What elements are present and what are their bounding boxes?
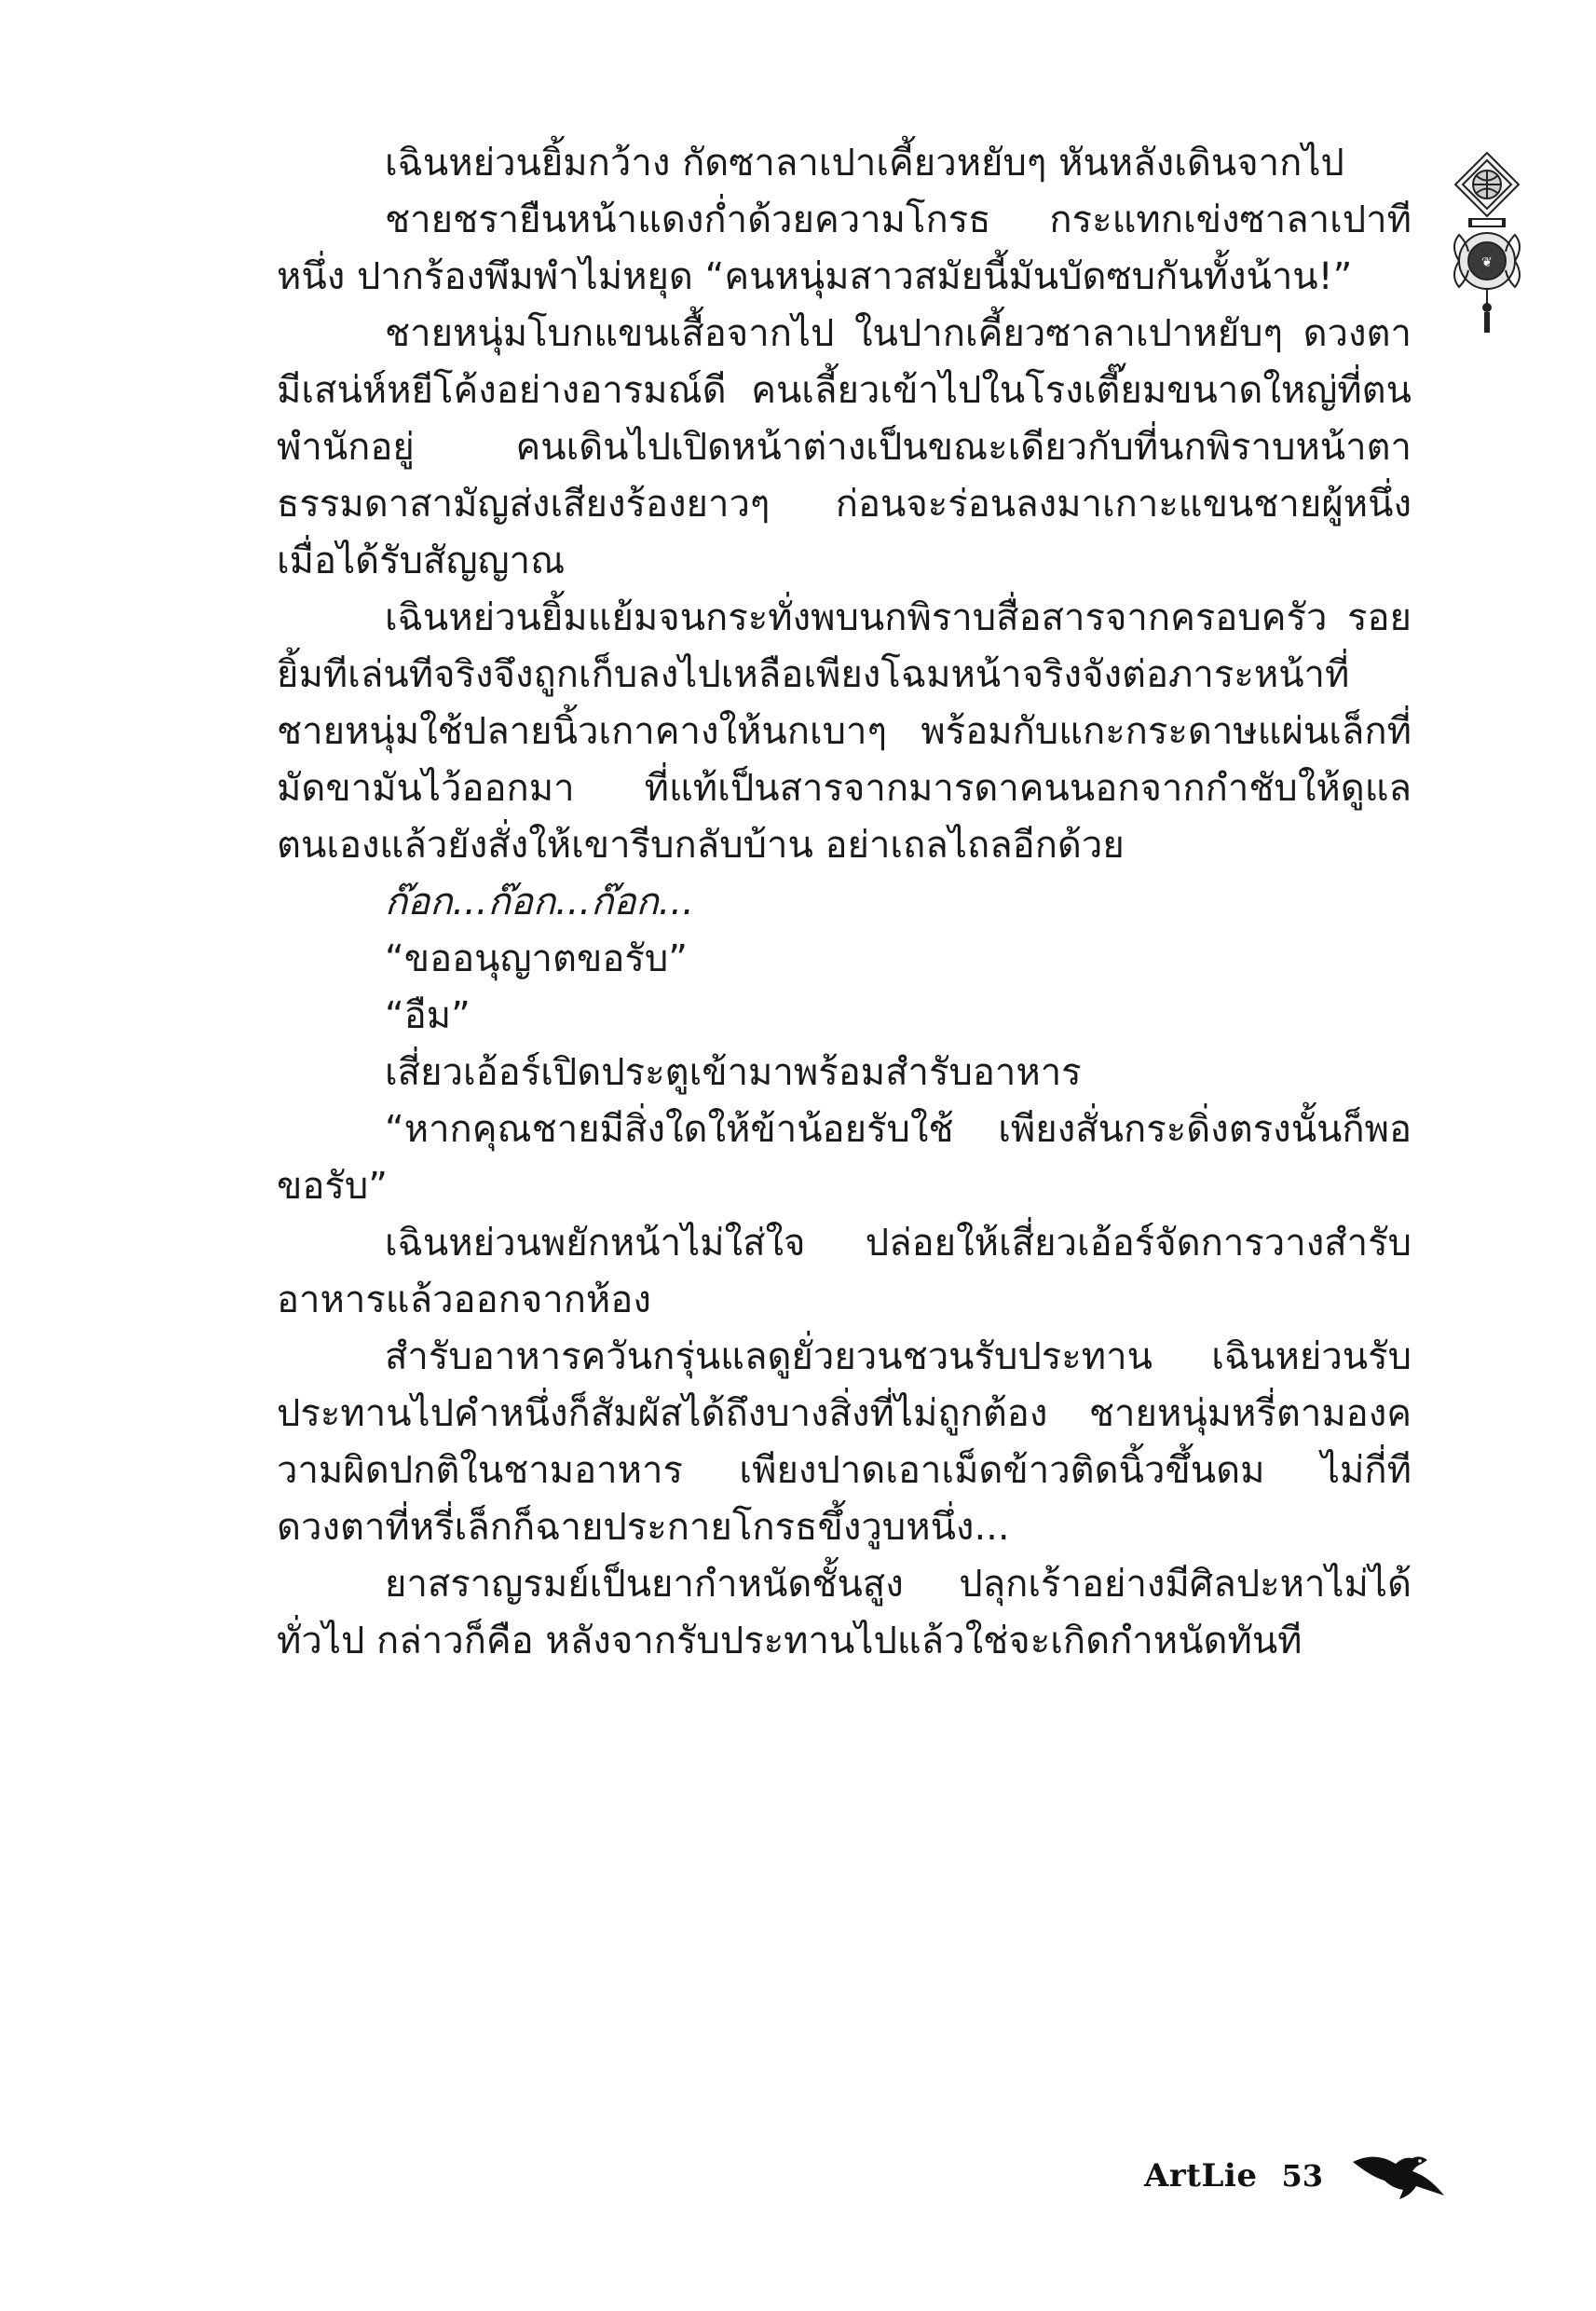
paragraph: เฉินหย่วนยิ้มแย้มจนกระทั่งพบนกพิราบสื่อสารจากครอบครัว รอยยิ้มทีเล่นทีจริงจึงถูกเก็บลงไปเหลือเพียงโฉมหน้าจริงจังต่อภาระหน้าที่ ชายหนุ่มใช้ปลายนิ้วเกาคางให้นกเบาๆ พร้อมกับแกะกระดาษแผ่นเล็กที่มัดขามันไว้ออกมา ที่แท้เป็นสารจากมารดาคนนอกจากกำชับให้ดูแลตนเองแล้วยังสั่งให้เขารีบกลับบ้าน อย่าเถลไถลอีกด้วย bbox=[277, 596, 1412, 867]
paragraph: ยาสราญรมย์เป็นยากำหนัดชั้นสูง ปลุกเร้าอย่างมีศิลปะหาไม่ได้ทั่วไป กล่าวก็คือ หลังจากรับประทานไปแล้วใช่จะเกิดกำหนัดทันที bbox=[277, 1563, 1412, 1662]
eagle-icon bbox=[1347, 2143, 1450, 2208]
paragraph: ชายหนุ่มโบกแขนเสื้อจากไป ในปากเคี้ยวซาลาเปาหยับๆ ดวงตามีเสน่ห์หยีโค้งอย่างอารมณ์ดี คนเลี้ยวเข้าไปในโรงเตี๊ยมขนาดใหญ่ที่ตนพำนักอยู่ คนเดินไปเปิดหน้าต่างเป็นขณะเดียวกับที่นกพิราบหน้าตาธรรมดาสามัญส่งเสียงร้องยาวๆ ก่อนจะร่อนลงมาเกาะแขนชายผู้หนึ่งเมื่อได้รับสัญญาณ bbox=[277, 312, 1412, 582]
paragraph: “หากคุณชายมีสิ่งใดให้ข้าน้อยรับใช้ เพียงสั่นกระดิ่งตรงนั้นก็พอขอรับ” bbox=[277, 1108, 1412, 1208]
paragraph: เฉินหย่วนพยักหน้าไม่ใส่ใจ ปล่อยให้เสี่ยวเอ้อร์จัดการวางสำรับอาหารแล้วออกจากห้อง bbox=[277, 1222, 1412, 1321]
publisher-brand: ArtLie bbox=[1144, 2157, 1258, 2195]
paragraph: ชายชรายืนหน้าแดงก่ำด้วยความโกรธ กระแทกเข่งซาลาเปาทีหนึ่ง ปากร้องพึมพำไม่หยุด “คนหนุ่มสาวสมัยนี้มันบัดซบกันทั้งน้าน!” bbox=[277, 198, 1412, 298]
paragraph: สำรับอาหารควันกรุ่นแลดูยั่วยวนชวนรับประทาน เฉินหย่วนรับประทานไปคำหนึ่งก็สัมผัสได้ถึงบางสิ่งที่ไม่ถูกต้อง ชายหนุ่มหรี่ตามองความผิดปกติในชามอาหาร เพียงปาดเอาเม็ดข้าวติดนิ้วขึ้นดม ไม่กี่ทีดวงตาที่หรี่เล็กก็ฉายประกายโกรธขึ้งวูบหนึ่ง... bbox=[277, 1335, 1412, 1549]
svg-text:❦: ❦ bbox=[1481, 255, 1493, 270]
page-number: 53 bbox=[1281, 2158, 1323, 2194]
paragraph: เสี่ยวเอ้อร์เปิดประตูเข้ามาพร้อมสำรับอาหาร bbox=[385, 1051, 1082, 1094]
paragraph: เฉินหย่วนยิ้มกว้าง กัดซาลาเปาเคี้ยวหยับๆ หันหลังเดินจากไป bbox=[385, 142, 1344, 185]
body-text bbox=[277, 135, 1412, 1670]
ornament-emblem-icon bbox=[1446, 149, 1528, 335]
page-footer bbox=[1144, 2143, 1450, 2208]
paragraph: “อืม” bbox=[385, 994, 471, 1037]
paragraph: “ขออนุญาตขอรับ” bbox=[385, 937, 688, 980]
paragraph: ก๊อก...ก๊อก...ก๊อก... bbox=[385, 881, 694, 923]
